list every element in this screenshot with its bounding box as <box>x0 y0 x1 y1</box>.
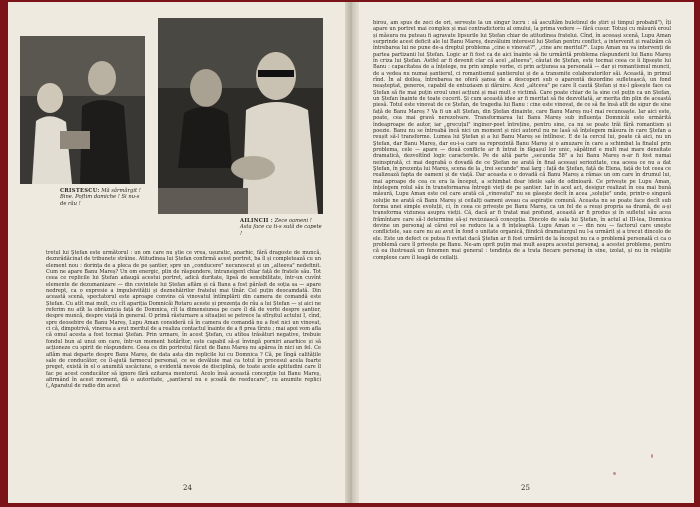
caption-photo-2 <box>240 218 322 237</box>
right-page <box>351 2 694 503</box>
caption-2-text: Zece oameni ! Asta face ca ti-s sută de capete ! <box>240 218 322 237</box>
ink-stain <box>613 472 616 475</box>
page-number-left: 24 <box>183 484 192 492</box>
book-spread <box>8 2 694 503</box>
caption-1-text: Mă sărmărgit ! Bine. Poftim damiche ! Si nu-s de rău ! <box>60 188 141 207</box>
left-page <box>8 2 351 503</box>
caption-2-name: AILINCII : <box>240 218 273 224</box>
left-page-body-text: tretul lui Ştefan este următorul : un om care nu ştie ce vrea, ușuratic, anarhic, fără dragoste de muncă, deznrădăcinat de tribunete străine. Atitudinea lui Ștefan confirmă acest portret, ba îl și completează cu un element nou : dorința de a pleca de pe șantier, spre un „conducere" necunoscut și un „alteeva" nedefinit. Cum ne apare Banu Mareș? Un om energic, plin de răspundere, intransigent chiar față de fratele său. Tot ceea ce replicile lui Ștefan adaugă acestui portret, adică duritate, lipsă de sensibilitate, într-un cuvînt elemente de dezumanizare — din cuvintele lui Ștefan aflăm și că Banu a fost părăsit de soția sa — apare nedrept, ca o expresie a impulsivității și deznehăirilor fratelui mai tînăr. Cel puțin deocamdată. Din această scenă, spectatorul este aproape convins că vinovatul întîmplării din camera de comandă este Ștefan. Cu atît mai mult, cu cît apariția Domnicăi Rotaru aceste și prezența de rău a lui Ștefan — și aici ne referim nu atît la obrăznicia față de Domnica, cît la dimensiunea pe care îl dă de vorbi despre șantier, despre muncă, despre viață în general. O primă răsturnare a situației se petrece la sfîrșitul actului I, cînd, spre deosebire de Banu Mareș, Lupu Aman consideră că în camera de comandă nu a fost nici un vinovat, ci că, dimpotrivă, vinerea a avut meritul de a realiza contactul înainte de a fi prea tîrziu ; mai apoi vom afla că omul acesta a fost tocmai Ştefan. Prin urmare, în acest Ştefan, cu atîtea trăsături negative, trebuie fondul bun al unui om care, într-un moment hotărîtor, este capabil să-și învingă porniri anarhice și să acționeze cu spirit de răspundere. Ceea ce din portretul făcut de Banu Mareș nu apărea în nici un fel. Ce aflăm mai departe despre Banu Mareș, de data asta din replicile lui cu Domnica ? Că, pe lîngă calitățile sale de conducător, ce îl-ajută farmecul personal, ce se devăluie mai ca totul în procesul acela foarte preget, există în el o anumită uscăciune, o evidentă nevoie de disciplină, de toate acele aptitudini care îl fac pe acest conducător să ignore fără ezitarea mentorul. Acolo însă această concepție lui Banu Mareș, afirmând în acest moment, dă o autoritate, „șantierul nu e școală de reeducare", cu anumite replici („Aparatul de radio din acest <box>46 250 321 390</box>
photo-two-actors-image <box>20 36 145 184</box>
caption-photo-1 <box>60 188 146 207</box>
photo-group-scene <box>158 18 323 214</box>
book-gutter <box>345 2 359 503</box>
right-page-body-text: birou, am spus de zeci de ori, servește la un singur lucru : să ascultăm buletinul de știri și timpul probabil"), îți apare un portret mai complex și mai contradictoriu al omului, la prima vedere — fără cusur. Totuși cu măsură eroul și măsura nu puteau fi agravate lipsurile lui Ștefan chiar de atitudinea fratelui. Cînd, în aceeași scenă, Lupu Aman surprinde acest deficit ale lui Banu Mareș, dezvăluim interesul lui Ștefan pentru conflict, a intervenit și realizăm că întrebarea lui ne pune de-a dreptul problema „cine e vinovat?", „cine are meritul?". Lupu Aman nu va intervenți de partea partizanii lui Ștefan. Logic ar fi fost ca de aici înainte să fie urmărită problema răspunderii lui Banu Mareș în criza lui Ştefan. Astfel ar fi devenit clar că acel „alteeva", căutat de Ştefan, este tocmai ceea ce îi lipsește lui Banu : capacitatea de a înțelege, nu prin simple vorbe, ci prin acțiunea sa personală — dar și romantismul muncii, de a vedea nu numai șantierul, ci romantismul șantierului și de a transmite colaboratorilor săi. Această, in primul rînd. În al doilea, întrebarea ne oferă șansa de a descoperi sub o aparentă dezordine sufletească, un fond neașteptat, generos, capabil de entuziasm și dăruire. Acel „altceva" pe care îl caută Ștefan și nu-l găsește face ca Ștefan să fie mai puțin eroul unei acțiuni și mai mult o victimă. Care poate chiar de la sine cel puțin ca un Ștefan, un Ștefan înainte de toate cucerit. Și cum această idee ar fi meritat să fie dezvoltată, ar merita din plin de această piesă. Totul este vinovat de ce Ștefan, de tragedia lui Banu : cine este vinovat, de ce să fie însă atît de sigur de sine față de Banu Mareș ? Va fi un alt Ștefan, din Ştefan dinainte, care Banu Mareș nu-l mai recunoaște. Iar aici este, poate, cea mai gravă nerezolvare. Transformarea lui Banu Mareș sub influența Domnicăi este urmărită îndeaproape de autor, iar „grecuțul" inginer-poet întreține, pentru sine, ca nu se poate trăi fără romantism și poezie. Banu nu se întreabă încă nici un moment și nici autorul nu ne lasă să înțelegem măsura în care Ştefan a reușit să-l transforme. Lumea lui Ştefan și a lui Banu Mareș se întîlnesc. E de la cercul lui, poate că aici, nu un Ştefan, dar Banu Mareș, dar eu-i-a care sa reprezintă Banu Mareș și o amuzare în care a schimbat la finalul prin problema, cele — apare — două conflicte ar fi întrat în făgașul lor unic, săpătind e mult mai mare densitate dramatică, dezvoltînd logic caracterele. Pe de altă parte „secunda 58" a lui Banu Mareș n-ar fi fost numai neinspirată, ci mai degrabă o dovadă de ce Ştefan ne arată în final aceeași seriozitate, cea aceea ce nu a dat Ştefan, în prezența lui Mareș, scena de la „trei secunde" mai larg : față de Ştefan, față de Elena, față de tot ceea ce realizează fapta de oameni și de viață. Dar aceasta e o dovadă că Banu Mareș a rămas un om care în drumul lui, mai aproape de cea ce era la început, a schimbat doar ideile sale de odinioară. Ce privește pe Lupu Aman, înțelegem rolul său în transformarea întregii vieți de pe șantier. Iar în acel act, desigur realizat în cea mai bună măsură, Lupu Aman este cel care arată că „vinovatul" nu se găsește decît în acea „soluție" unde, printr-o singură soluție ne arată că Banu Mareș și ceilalți oameni aveau ca aspirație comună. Aceasta nu se poate face decît sub forma unei simple evoluții, ci, în ceea ce privește pe Banu Mareș, ca un fel de a reuși propria sa dramă, de a-și transforma viziunea asupra vieții. Că, dacă ar fi tratat mai profund, această ar fi produs și în sufletul său acea frămîntare care să-l determine să-și revizuiască concepția. Dincolo de sala lui Ştefan, în actul al III-lea, Domnica devine un personaj al cărei rol se reduce la a fi înțeleaptă. Lupu Aman e — din nou — factorul care unește conflictele, sau care nu au avut în fond o unitate organică, fiindcă dramaturgul nu l-a urmărit și a trecut dincolo de ele. Este un defect ce putea fi evitat dacă Ştefan ar fi fost urmărit de la început nu ca o problemă personală ci ca o problemă care îl privește pe Banu. Ne-am oprit puțin mai mult asupra acestui personaj, a acestei probleme, pentru că ea ilustrează un fenomen mai general : tendința de a trata fiecare personaj în sine, izolat, și nu în relațiile complexe care îl leagă de ceilalți. <box>373 20 671 261</box>
page-number-right: 25 <box>521 484 530 492</box>
caption-1-name: CRISTESCU: <box>60 188 100 194</box>
photo-group-scene-image <box>158 18 323 214</box>
ink-stain <box>651 454 653 458</box>
photo-two-actors <box>20 36 145 184</box>
